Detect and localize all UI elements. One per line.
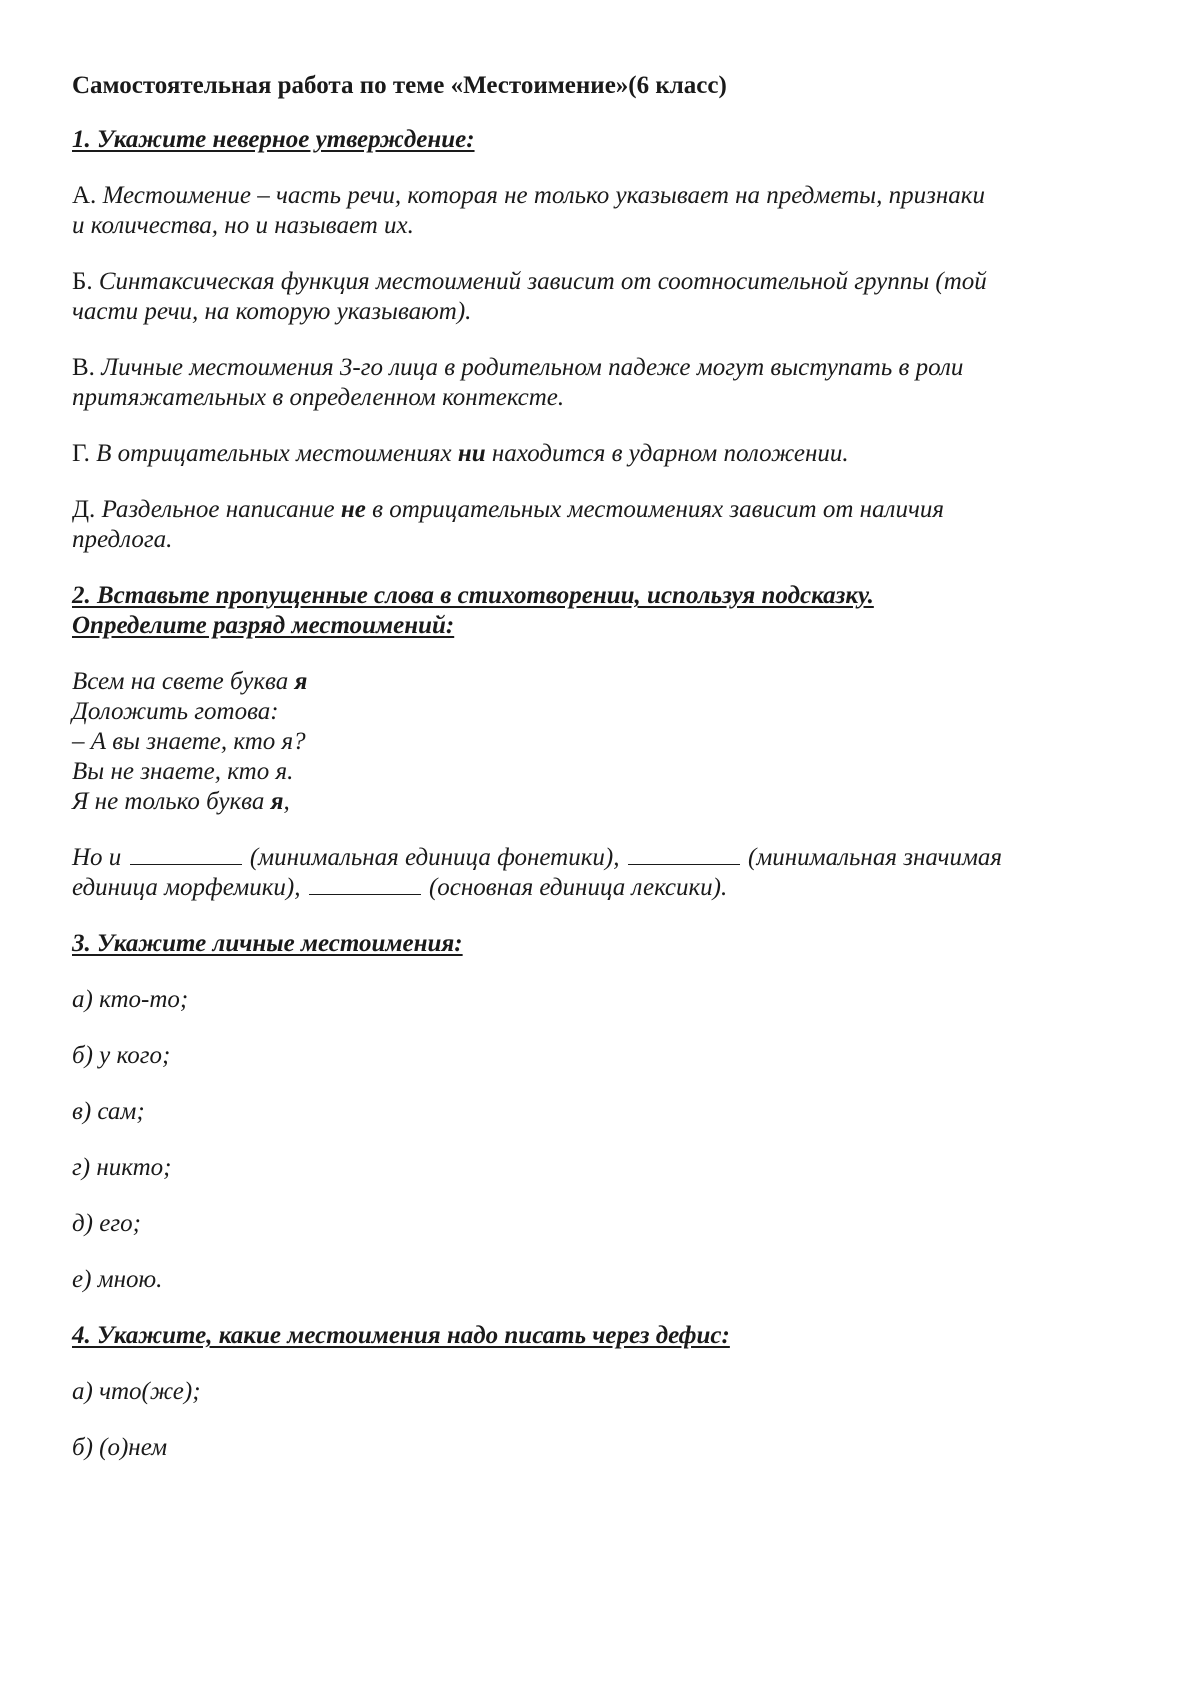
poem-bold-letter: я bbox=[294, 668, 308, 695]
q4-heading: 4. Укажите, какие местоимения надо писать через дефис: bbox=[72, 1322, 730, 1349]
poem-text: Я не только буква bbox=[72, 788, 271, 815]
fill-hint: (минимальная значимая bbox=[741, 844, 1003, 871]
option-text-start: Раздельное написание bbox=[101, 496, 341, 523]
poem-line-5 bbox=[72, 786, 290, 818]
option-letter: А. bbox=[72, 182, 97, 209]
q1-option-b-line2: части речи, на которую указывают). bbox=[72, 298, 472, 325]
q1-option-v-line2: притяжательных в определенном контексте. bbox=[72, 384, 565, 411]
q1-option-d-line1 bbox=[72, 494, 944, 526]
q3-option: д) его; bbox=[72, 1210, 141, 1237]
q3-option: г) никто; bbox=[72, 1154, 172, 1181]
blank-field-2[interactable] bbox=[628, 842, 740, 865]
option-letter: В. bbox=[72, 354, 95, 381]
fill-hint: (основная единица лексики). bbox=[422, 874, 728, 901]
blank-field-1[interactable] bbox=[130, 842, 242, 865]
option-bold-word: ни bbox=[457, 440, 486, 467]
q3-option: а) кто-то; bbox=[72, 986, 189, 1013]
q4-option: б) (о)нем bbox=[72, 1434, 168, 1461]
q3-option: в) сам; bbox=[72, 1098, 145, 1125]
q3-option: б) у кого; bbox=[72, 1042, 171, 1069]
fill-hint: (минимальная единица фонетики), bbox=[243, 844, 626, 871]
option-text: Местоимение – часть речи, которая не только указывает на предметы, признаки bbox=[102, 182, 985, 209]
q1-option-a-line1 bbox=[72, 180, 985, 212]
q4-option: а) что(же); bbox=[72, 1378, 201, 1405]
page-title: Самостоятельная работа по теме «Местоимение»(6 класс) bbox=[72, 72, 727, 99]
poem-line-4: Вы не знаете, кто я. bbox=[72, 758, 294, 785]
poem-line-3: – А вы знаете, кто я? bbox=[72, 728, 306, 755]
option-text: Личные местоимения 3-го лица в родительном падеже могут выступать в роли bbox=[101, 354, 964, 381]
poem-text: Всем на свете буква bbox=[72, 668, 295, 695]
option-text-end: находится в ударном положении. bbox=[485, 440, 849, 467]
poem-bold-letter: я bbox=[270, 788, 284, 815]
option-text-end: в отрицательных местоимениях зависит от наличия bbox=[365, 496, 944, 523]
q3-option: е) мною. bbox=[72, 1266, 163, 1293]
blank-field-3[interactable] bbox=[309, 872, 421, 895]
poem-punct: , bbox=[283, 788, 290, 815]
q1-heading: 1. Укажите неверное утверждение: bbox=[72, 126, 475, 153]
option-letter: Д. bbox=[72, 496, 96, 523]
fill-hint: единица морфемики), bbox=[72, 874, 307, 901]
q3-heading: 3. Укажите личные местоимения: bbox=[72, 930, 463, 957]
option-bold-word: не bbox=[340, 496, 366, 523]
fill-in-line-2 bbox=[72, 872, 727, 904]
q1-option-d-line2: предлога. bbox=[72, 526, 173, 553]
poem-line-2: Доложить готова: bbox=[72, 698, 279, 725]
option-letter: Г. bbox=[72, 440, 90, 467]
q1-option-b-line1 bbox=[72, 266, 987, 298]
poem-line-1 bbox=[72, 666, 307, 698]
fill-in-line-1 bbox=[72, 842, 1002, 874]
option-letter: Б. bbox=[72, 268, 93, 295]
q1-option-v-line1 bbox=[72, 352, 963, 384]
fill-text: Но и bbox=[72, 844, 128, 871]
q2-heading-line2: Определите разряд местоимений: bbox=[72, 612, 455, 639]
q2-heading-line1: 2. Вставьте пропущенные слова в стихотворении, используя подсказку. bbox=[72, 582, 874, 609]
q1-option-a-line2: и количества, но и называет их. bbox=[72, 212, 414, 239]
option-text-start: В отрицательных местоимениях bbox=[96, 440, 458, 467]
option-text: Синтаксическая функция местоимений зависит от соотносительной группы (той bbox=[98, 268, 987, 295]
q1-option-g bbox=[72, 438, 849, 470]
